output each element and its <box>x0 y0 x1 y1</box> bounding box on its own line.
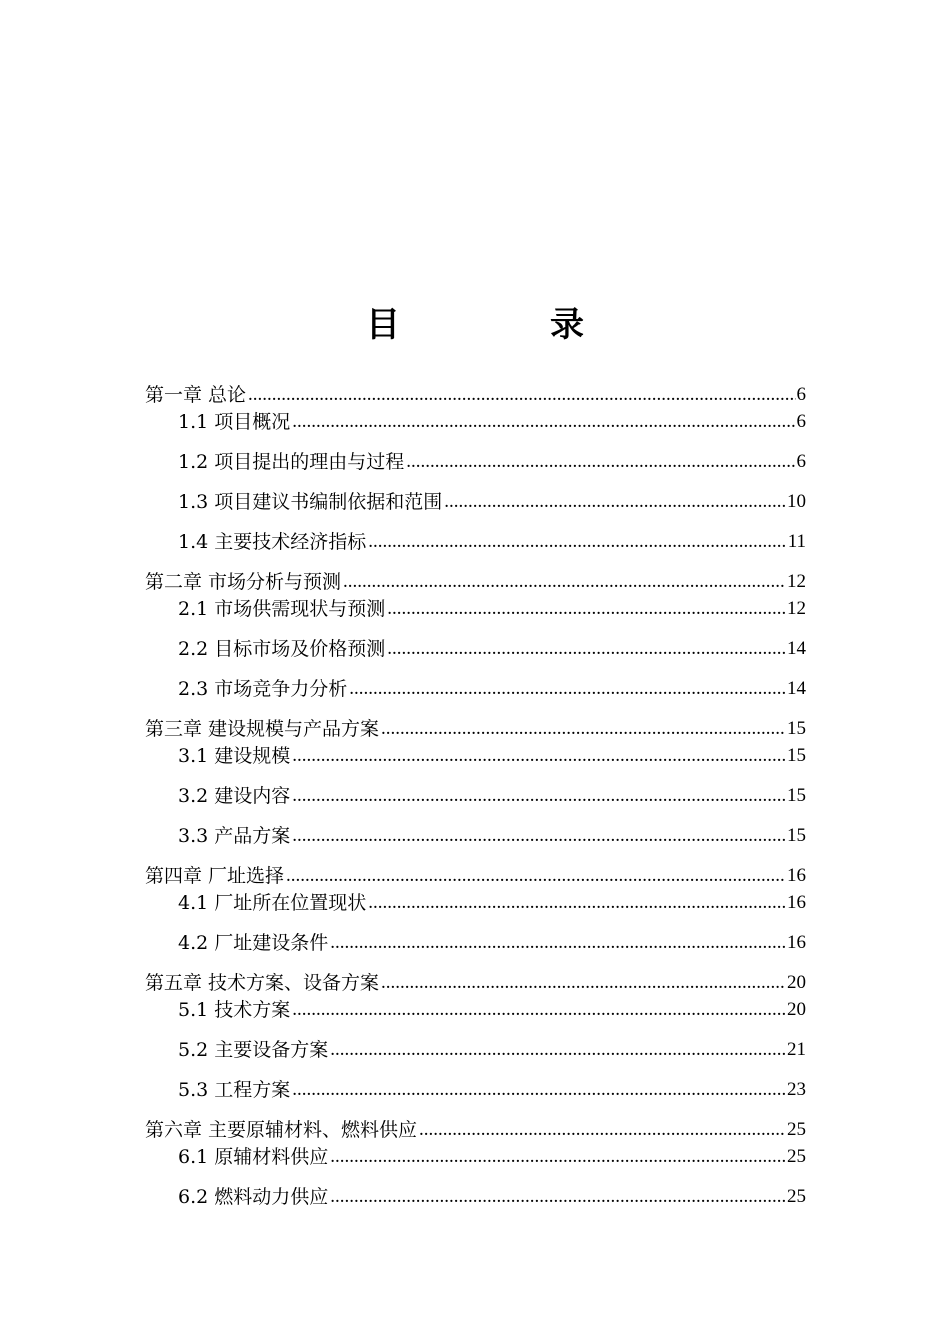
dot-leader <box>292 998 786 1022</box>
toc-entry[interactable] <box>145 714 806 741</box>
toc-entry[interactable] <box>145 527 806 554</box>
toc-entry[interactable] <box>145 594 806 621</box>
toc-entry-page: 25 <box>787 1146 806 1167</box>
dot-leader <box>330 1038 786 1062</box>
toc-entry[interactable] <box>145 781 806 808</box>
dot-leader <box>368 891 786 915</box>
toc-entry-label: 第二章 市场分析与预测 <box>145 571 342 593</box>
toc-entry-page: 11 <box>787 531 806 552</box>
dot-leader <box>292 744 786 768</box>
dot-leader <box>343 570 786 594</box>
toc-entry-label: 5.2 主要设备方案 <box>178 1039 329 1061</box>
toc-entry-page: 15 <box>787 745 806 766</box>
toc-entry-page: 12 <box>787 571 806 592</box>
toc-entry-label: 3.2 建设内容 <box>178 785 291 807</box>
dot-leader <box>286 864 786 888</box>
toc-entry-page: 15 <box>787 785 806 806</box>
toc-entry-page: 15 <box>787 718 806 739</box>
toc-entry-label: 3.1 建设规模 <box>178 745 291 767</box>
toc-entry[interactable] <box>145 380 806 407</box>
dot-leader <box>248 383 795 407</box>
toc-entry-label: 5.1 技术方案 <box>178 999 291 1021</box>
toc-entry-page: 25 <box>787 1186 806 1207</box>
toc-entry-page: 14 <box>787 638 806 659</box>
toc-entry-page: 20 <box>787 972 806 993</box>
toc-entry-label: 1.4 主要技术经济指标 <box>178 531 367 553</box>
dot-leader <box>381 717 786 741</box>
toc-entry-label: 第四章 厂址选择 <box>145 865 285 887</box>
toc-entry-label: 3.3 产品方案 <box>178 825 291 847</box>
dot-leader <box>292 410 795 434</box>
toc-entry-label: 1.3 项目建议书编制依据和范围 <box>178 491 443 513</box>
toc-entry-page: 14 <box>787 678 806 699</box>
toc-entry[interactable] <box>145 674 806 701</box>
toc-entry[interactable] <box>145 1115 806 1142</box>
dot-leader <box>387 597 786 621</box>
toc-entry-page: 16 <box>787 865 806 886</box>
toc-entry-page: 10 <box>787 491 806 512</box>
dot-leader <box>292 824 786 848</box>
dot-leader <box>444 490 786 514</box>
toc-entry-label: 6.2 燃料动力供应 <box>178 1186 329 1208</box>
toc-entry[interactable] <box>145 447 806 474</box>
dot-leader <box>419 1118 786 1142</box>
toc-entry-page: 23 <box>787 1079 806 1100</box>
toc-entry[interactable] <box>145 1182 806 1209</box>
toc-entry-page: 6 <box>796 384 806 405</box>
toc-entry[interactable] <box>145 634 806 661</box>
dot-leader <box>330 1145 786 1169</box>
toc-entry[interactable] <box>145 968 806 995</box>
toc-entry-page: 12 <box>787 598 806 619</box>
toc-entry-page: 16 <box>787 892 806 913</box>
toc-entry[interactable] <box>145 567 806 594</box>
toc-entry[interactable] <box>145 487 806 514</box>
toc-entry-page: 25 <box>787 1119 806 1140</box>
toc-entry-page: 6 <box>796 451 806 472</box>
toc-entry[interactable] <box>145 1035 806 1062</box>
toc-entry[interactable] <box>145 995 806 1022</box>
page-title: 目 录 <box>366 305 642 345</box>
toc-entry[interactable] <box>145 1142 806 1169</box>
toc-entry-label: 2.1 市场供需现状与预测 <box>178 598 386 620</box>
toc-entry-label: 2.3 市场竞争力分析 <box>178 678 348 700</box>
toc-entry-label: 4.2 厂址建设条件 <box>178 932 329 954</box>
dot-leader <box>387 637 786 661</box>
toc-entry-page: 6 <box>796 411 806 432</box>
toc-entry-page: 21 <box>787 1039 806 1060</box>
toc-entry[interactable] <box>145 928 806 955</box>
toc-entry[interactable] <box>145 407 806 434</box>
toc-entry-label: 第一章 总论 <box>145 384 247 406</box>
toc-entry-label: 5.3 工程方案 <box>178 1079 291 1101</box>
toc-entry-label: 第三章 建设规模与产品方案 <box>145 718 380 740</box>
dot-leader <box>349 677 786 701</box>
dot-leader <box>330 1185 786 1209</box>
toc-entry-page: 16 <box>787 932 806 953</box>
toc-entry-label: 4.1 厂址所在位置现状 <box>178 892 367 914</box>
dot-leader <box>381 971 786 995</box>
toc-entry[interactable] <box>145 888 806 915</box>
toc-entry-label: 1.1 项目概况 <box>178 411 291 433</box>
toc-entry-label: 6.1 原辅材料供应 <box>178 1146 329 1168</box>
toc-entry-page: 20 <box>787 999 806 1020</box>
toc-entry-page: 15 <box>787 825 806 846</box>
toc-entry[interactable] <box>145 861 806 888</box>
dot-leader <box>330 931 786 955</box>
toc-entry[interactable] <box>145 821 806 848</box>
toc-entry-label: 第六章 主要原辅材料、燃料供应 <box>145 1119 418 1141</box>
toc-entry-label: 1.2 项目提出的理由与过程 <box>178 451 405 473</box>
toc-entry[interactable] <box>145 741 806 768</box>
toc-entry-label: 第五章 技术方案、设备方案 <box>145 972 380 994</box>
table-of-contents <box>145 380 806 1209</box>
toc-entry[interactable] <box>145 1075 806 1102</box>
dot-leader <box>292 1078 786 1102</box>
toc-entry-label: 2.2 目标市场及价格预测 <box>178 638 386 660</box>
dot-leader <box>368 530 786 554</box>
dot-leader <box>292 784 786 808</box>
dot-leader <box>406 450 795 474</box>
